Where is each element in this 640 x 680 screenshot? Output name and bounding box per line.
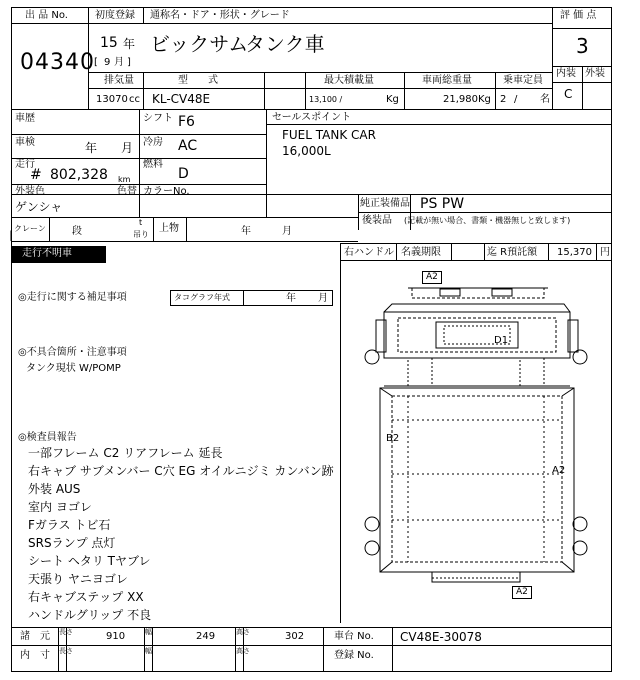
damage-mark: A2 (552, 465, 566, 476)
gross-weight-label: 車両総重量 (422, 75, 472, 86)
capacity-value: 2 (500, 94, 507, 105)
displacement-unit: cc (129, 94, 140, 105)
sales-point-line-2: 16,000L (282, 144, 331, 158)
inspection-month-unit: 月 (121, 141, 134, 155)
overall-grade: 3 (576, 34, 589, 58)
inner-dim-label: 内 寸 (20, 650, 50, 661)
report-line: 室内 ヨゴレ (28, 500, 92, 514)
crane-label: クレーン (14, 224, 46, 233)
car-name: ビックサム (150, 32, 249, 56)
report-line: シート ヘタリ Tヤブレ (28, 554, 151, 568)
color-value: ゲンシャ (15, 200, 63, 214)
reg-month-close: ] (127, 57, 131, 68)
length-value: 910 (106, 631, 126, 642)
width-label: 幅 (145, 628, 152, 636)
inspection-label: 車検 (15, 137, 35, 148)
car-body-type: タンク車 (245, 32, 325, 56)
fuel-label: 燃料 (143, 159, 163, 170)
max-load-value: 13,100 / (309, 95, 343, 104)
sales-point-line-1: FUEL TANK CAR (282, 128, 376, 142)
defect-line-1: タンク現状 W/POMP (26, 363, 121, 374)
reg-month-open: [ (94, 57, 98, 68)
max-load-unit: Kg (386, 94, 399, 105)
upper-year-unit: 年 (241, 226, 251, 237)
recycle-deposit-unit: 円 (600, 247, 610, 258)
mileage-label: 走行 (15, 159, 35, 170)
length-label: 長さ (59, 628, 73, 636)
displacement-value: 13070 (96, 94, 128, 105)
fuel-value: D (178, 166, 189, 182)
report-line: 天張り ヤニヨゴレ (28, 572, 128, 586)
recycle-deposit-value: 15,370 (557, 247, 592, 258)
registration-label: 初度登録 (95, 10, 135, 21)
interior-grade: C (564, 87, 573, 101)
registration-no-label: 登録 No. (334, 650, 374, 661)
gross-weight-unit: Kg (478, 94, 491, 105)
damage-mark: B2 (386, 433, 400, 444)
history-label: 車歴 (15, 113, 35, 124)
report-line: Fガラス トビ石 (28, 518, 111, 532)
reg-month-unit: 月 (114, 57, 124, 68)
capacity-label: 乗車定員 (503, 75, 543, 86)
color-number-label: カラーNo. (143, 186, 190, 197)
chassis-label: 車台 No. (334, 631, 374, 642)
report-line: 右キャブ サブメンバー C穴 EG オイルニジミ カンバン跡 (28, 464, 334, 478)
inner-width-label: 幅 (145, 647, 152, 655)
model-value: KL-CV48E (152, 92, 211, 106)
damage-mark: D1 (494, 335, 509, 346)
color-change-label: 色替 (117, 186, 137, 197)
unknown-mileage-banner (12, 246, 106, 263)
capacity-slash: / (514, 94, 518, 105)
inner-height-label: 高さ (236, 647, 250, 655)
defect-notes-title: ◎不具合箇所・注意事項 (18, 347, 127, 358)
recycle-deposit-label: 迄 R預託額 (487, 247, 538, 258)
tachograph-label: タコグラフ年式 (174, 293, 230, 302)
ac-label: 冷房 (143, 137, 163, 148)
drive-notes-title: ◎走行に関する補足事項 (18, 292, 127, 303)
vehicle-diagram (340, 260, 612, 623)
displacement-label: 排気量 (104, 75, 134, 86)
inspection-year-unit: 年 (85, 141, 98, 155)
transfer-deadline-label: 名義期限 (401, 247, 441, 258)
car-name-label: 通称名・ドア・形状・グレード (150, 10, 290, 21)
aftermarket-label: 後装品 (362, 215, 392, 226)
sales-point-label: セールスポイント (272, 112, 352, 123)
report-line: 一部フレーム C2 リアフレーム 延長 (28, 446, 223, 460)
capacity-unit: 名 (540, 94, 550, 105)
reg-year: 15 (100, 35, 118, 51)
inner-length-label: 長さ (59, 647, 73, 655)
max-load-label: 最大積載量 (324, 75, 374, 86)
chassis-value: CV48E-30078 (400, 630, 482, 644)
gross-weight-value: 21,980 (443, 94, 478, 105)
exterior-label: 外装 (585, 68, 605, 79)
tachograph-month-unit: 月 (318, 293, 328, 304)
crane-stage-unit: 段 (72, 226, 82, 237)
report-line: ハンドルグリップ 不良 (28, 608, 152, 622)
lot-number: 04340 (20, 50, 95, 75)
crane-ton-unit: t (139, 218, 143, 227)
reg-month: 9 (104, 57, 111, 68)
mileage-prefix: # (30, 167, 42, 183)
damage-mark: A2 (512, 586, 532, 599)
specs-label: 諸 元 (20, 631, 50, 642)
damage-mark: A2 (422, 271, 442, 284)
shift-label: シフト (143, 113, 173, 124)
grade-label: 評 価 点 (560, 10, 597, 21)
color-label: 外装色 (15, 186, 45, 197)
width-value: 249 (196, 631, 216, 642)
ac-value: AC (178, 138, 198, 154)
banner-text: 走行不明車 (22, 248, 72, 259)
aftermarket-note: (記載が無い場合、書類・機器無しと致します) (404, 216, 571, 225)
height-label: 高さ (236, 628, 250, 636)
report-line: 右キャブステップ XX (28, 590, 144, 604)
mileage-unit: km (118, 175, 131, 184)
model-label: 型 式 (178, 75, 218, 86)
mileage-value: 802,328 (50, 167, 108, 183)
reg-year-unit: 年 (123, 37, 136, 51)
height-value: 302 (285, 631, 305, 642)
equipment-value: PS PW (420, 196, 465, 212)
report-line: SRSランプ 点灯 (28, 536, 116, 550)
upper-month-unit: 月 (282, 226, 292, 237)
equipment-label: 純正装備品 (360, 198, 410, 209)
crane-hoist-label: 吊り (133, 230, 149, 239)
shift-value: F6 (178, 114, 195, 130)
tachograph-year-unit: 年 (286, 293, 296, 304)
report-line: 外装 AUS (28, 482, 81, 496)
lot-label: 出 品 No. (25, 10, 68, 21)
upper-body-label: 上物 (159, 223, 179, 234)
inspector-report-title: ◎検査員報告 (18, 432, 77, 443)
interior-label: 内装 (556, 68, 576, 79)
steering-side: 右ハンドル (344, 247, 394, 258)
